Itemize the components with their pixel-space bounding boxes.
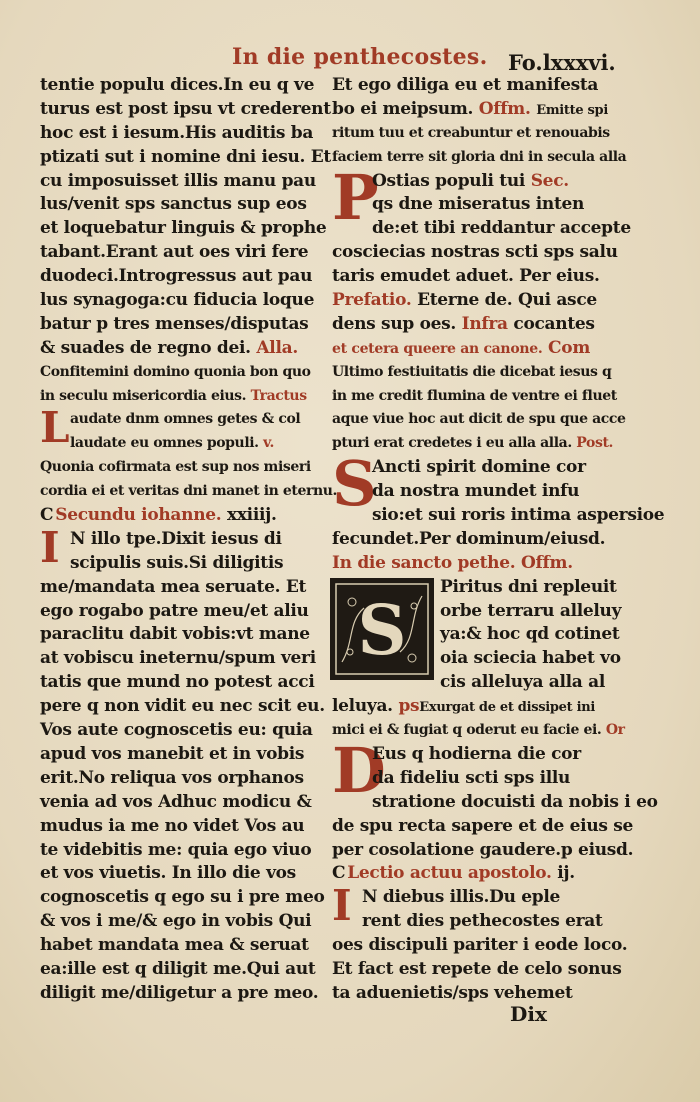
text-line: hoc est i iesum.His auditis ba: [40, 122, 314, 143]
rubric-versicle: v.: [263, 435, 274, 452]
text-line: ego rogabo patre meu/et aliu: [40, 600, 309, 621]
text-segment: Eterne de. Qui asce: [417, 290, 597, 311]
text-segment: Exurgat de et dissipet ini: [419, 700, 596, 716]
text-line: taris emudet aduet. Per eius.: [332, 266, 600, 287]
text-line: de spu recta sapere et de eius se: [332, 815, 634, 836]
text-segment: dens sup oes.: [332, 313, 457, 334]
text-segment: leluya.: [332, 696, 393, 717]
laudate-block: [40, 403, 322, 456]
text-line: venia ad vos Adhuc modicu &: [40, 791, 312, 812]
left-text-column: [40, 74, 338, 1006]
text-line: Piritus dni repleuit: [440, 576, 617, 597]
text-line: cis alleluya alla al: [440, 672, 606, 693]
text-line: mudus ia me no videt Vos au: [40, 815, 305, 836]
text-segment: Emitte spi: [536, 102, 608, 118]
rubric-offertory: Offm.: [478, 98, 531, 119]
text-line: cordia ei et veritas dni manet in eternu.: [40, 483, 338, 500]
text-line: tatis que mund no potest acci: [40, 672, 315, 693]
text-line: lus/venit sps sanctus sup eos: [40, 194, 307, 215]
text-line: habet mandata mea & seruat: [40, 935, 309, 956]
rubric-lectio: Lectio actuu apostolo.: [347, 863, 552, 884]
text-line: me/mandata mea seruate. Et: [40, 576, 307, 597]
rubric-secreta: Sec.: [530, 170, 569, 191]
text-line-with-rubric: [332, 313, 614, 337]
text-line: apud vos manebit et in vobis: [40, 743, 305, 764]
text-line-with-rubric: [40, 432, 322, 456]
rubric-alleluia: Alla.: [256, 337, 298, 358]
text-segment: mici ei & fugiat q oderut eu facie ei.: [332, 722, 602, 739]
rubric-oratio: Or: [605, 722, 625, 739]
text-segment: Ostias populi tui: [372, 170, 526, 191]
text-line-with-rubric: [332, 337, 614, 361]
text-line: audate dnm omnes getes & col: [70, 411, 301, 428]
text-line: cognoscetis q ego su i pre meo: [40, 887, 325, 908]
woodcut-letter: S: [357, 590, 407, 671]
text-line: ptizati sut i nomine dni iesu. Et: [40, 146, 331, 167]
text-line: ritum tuu et creabuntur et renouabis: [332, 124, 610, 141]
text-line: de:et tibi reddantur accepte: [372, 218, 631, 239]
text-line: da fideliu scti sps illu: [372, 767, 571, 788]
text-line: oia sciecia habet vo: [440, 648, 621, 669]
rubric-psalm: ps: [398, 696, 420, 717]
text-line: erit.No reliqua vos orphanos: [40, 767, 304, 788]
initial-letter-I: I: [332, 881, 352, 931]
text-line-with-rubric: [332, 719, 625, 743]
rubric-canon-note: et cetera queere an canone.: [332, 340, 543, 357]
text-line: at vobiscu ineternu/spum veri: [40, 648, 316, 669]
text-line: duodeci.Introgressus aut pau: [40, 266, 313, 287]
text-segment: in seculu misericordia eius.: [40, 387, 247, 404]
text-line: Vos aute cognoscetis eu: quia: [40, 720, 313, 741]
text-line: aque viue hoc aut dicit de spu que acce: [332, 411, 626, 428]
text-line: Eus q hodierna die cor: [372, 743, 581, 764]
text-line: oes discipuli pariter i eode loco.: [332, 935, 628, 956]
text-line: N illo tpe.Dixit iesus di: [70, 528, 282, 549]
catchword: Dix: [510, 1002, 547, 1026]
text-segment: pturi erat credetes i eu alla alla.: [332, 435, 572, 452]
text-line: Ancti spirit domine cor: [372, 457, 586, 478]
folio-number: Fo.lxxxvi.: [508, 50, 616, 75]
text-line: Quonia cofirmata est sup nos miseri: [40, 459, 311, 476]
text-line-with-rubric: [332, 98, 614, 122]
text-line: et loquebatur linguis & prophe: [40, 218, 327, 239]
text-line: Ultimo festiuitatis die dicebat iesus q: [332, 363, 612, 380]
text-segment: laudate eu omnes populi.: [70, 435, 259, 452]
text-line: Confitemini domino quonia bon quo: [40, 363, 311, 380]
initial-letter-I: I: [40, 522, 60, 572]
text-line: ta aduenietis/sps vehemet: [332, 982, 573, 1003]
rubric-prefatio: Prefatio.: [332, 290, 412, 311]
rubric-postcommunio: Post.: [576, 435, 613, 452]
text-line: per cosolatione gaudere.p eiusd.: [332, 839, 634, 860]
text-line: batur p tres menses/disputas: [40, 313, 309, 334]
text-line: orbe terraru alleluy: [440, 600, 622, 621]
pilcrow-mark: C: [332, 863, 346, 884]
text-line: tentie populu dices.In eu q ve: [40, 75, 315, 95]
gospel-heading: [40, 504, 322, 528]
rubric-feast-title: In die sancto pethe.: [332, 552, 516, 573]
text-line: faciem terre sit gloria dni in secula alla: [332, 148, 627, 165]
text-line: cosciecias nostras scti sps salu: [332, 242, 618, 263]
text-line: turus est post ipsu vt crederent: [40, 98, 331, 119]
text-line: paraclitu dabit vobis:vt mane: [40, 624, 310, 645]
text-line: ea:ille est q diligit me.Qui aut: [40, 958, 316, 979]
woodcut-initial-S: [330, 578, 434, 680]
rubric-tractus: Tractus: [250, 387, 307, 404]
text-line: da nostra mundet infu: [372, 481, 580, 502]
text-line: tabant.Erant aut oes viri fere: [40, 242, 309, 263]
text-line: cu imposuisset illis manu pau: [40, 170, 316, 191]
rubric-infra: Infra: [461, 313, 508, 334]
text-line-with-rubric: [332, 432, 614, 456]
chapter-number: xxiiij.: [227, 505, 277, 526]
text-line: fecundet.Per dominum/eiusd.: [332, 528, 606, 549]
text-line: diligit me/diligetur a pre meo.: [40, 982, 319, 1003]
text-line: lus synagoga:cu fiducia loque: [40, 290, 315, 311]
text-line: scipulis suis.Si diligitis: [70, 552, 284, 573]
text-line: sio:et sui roris intima aspersioe: [372, 505, 665, 526]
text-line: pere q non vidit eu nec scit eu.: [40, 696, 325, 717]
rubric-officium: Offm.: [521, 552, 573, 573]
text-line-with-rubric: [40, 385, 322, 409]
text-line-with-rubric: [332, 695, 614, 719]
initial-letter-S: S: [332, 447, 377, 521]
text-line-with-rubric: [332, 552, 614, 576]
rubric-communio: Com: [548, 337, 591, 358]
chapter-number: ij.: [557, 863, 575, 884]
text-segment: cocantes: [513, 313, 595, 334]
floral-initial-icon: [334, 582, 430, 676]
text-line: N diebus illis.Du eple: [362, 887, 561, 908]
initial-letter-D: D: [332, 733, 386, 807]
text-line: rent dies pethecostes erat: [362, 911, 603, 932]
text-line: stratione docuisti da nobis i eo: [372, 791, 658, 812]
text-segment: & suades de regno dei.: [40, 337, 251, 358]
introit-block: [332, 576, 622, 672]
text-line-with-rubric: [332, 289, 614, 313]
text-line: qs dne miseratus inten: [372, 194, 585, 215]
initial-letter-P: P: [332, 160, 379, 234]
text-line: & vos i me/& ego in vobis Qui: [40, 911, 312, 932]
right-text-column: [332, 74, 665, 1006]
text-line: Et fact est repete de celo sonus: [332, 958, 622, 979]
lectio-block: [332, 881, 614, 934]
text-line: et vos viuetis. In illo die vos: [40, 863, 296, 884]
text-line: te videbitis me: quia ego viuo: [40, 839, 312, 860]
lectio-heading: [332, 862, 614, 886]
pilcrow-mark: C: [40, 505, 54, 526]
initial-letter-L: L: [40, 403, 70, 453]
text-line: Et ego diliga eu et manifesta: [332, 75, 599, 95]
text-line: in me credit flumina de ventre ei fluet: [332, 387, 617, 404]
gospel-block: [40, 522, 322, 576]
running-title: In die penthecostes.: [232, 44, 488, 70]
text-segment: bo ei meipsum.: [332, 98, 474, 119]
text-line: ya:& hoc qd cotinet: [440, 624, 620, 645]
text-line-with-rubric: [40, 337, 322, 361]
rubric-gospel: Secundu iohanne.: [55, 505, 222, 526]
text-line-with-rubric: [332, 170, 614, 194]
